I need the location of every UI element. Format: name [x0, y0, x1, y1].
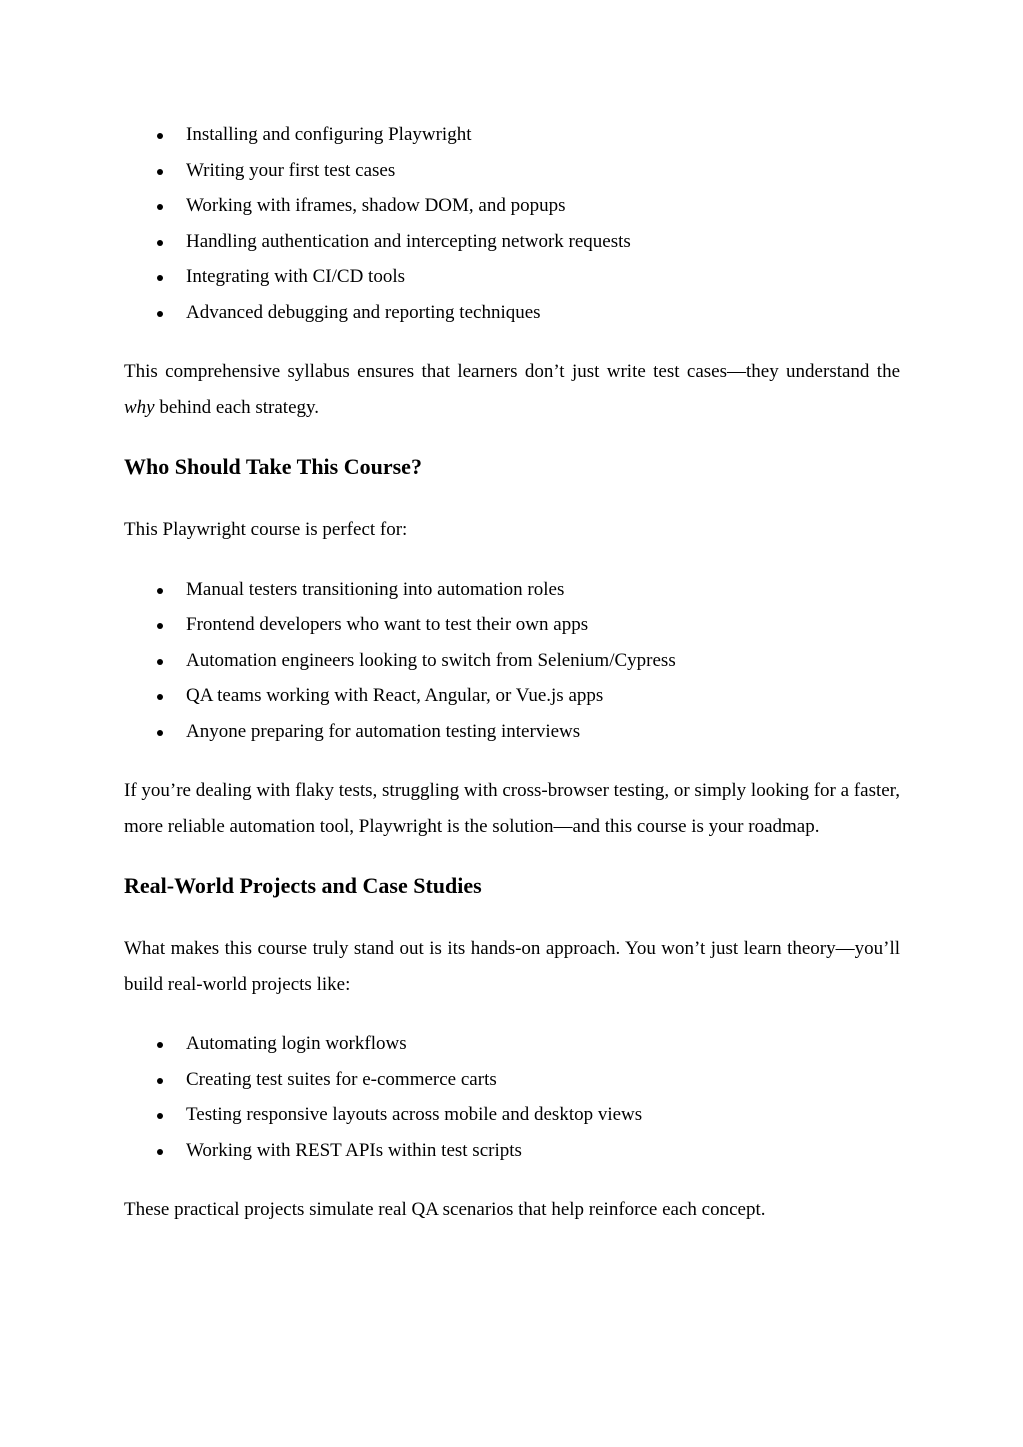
practical-projects-paragraph: These practical projects simulate real QA scenarios that help reinforce each concept.	[124, 1199, 766, 1220]
list-item	[124, 714, 900, 750]
list-item-text: Integrating with CI/CD tools	[186, 266, 406, 287]
audience-list	[124, 572, 900, 750]
bullet-icon	[157, 1042, 163, 1048]
bullet-icon	[157, 169, 163, 175]
list-item-text: Anyone preparing for automation testing interviews	[186, 720, 581, 742]
bullet-icon	[157, 1113, 163, 1119]
syllabus-text-end: behind each strategy.	[154, 396, 320, 418]
list-item	[124, 224, 900, 260]
bullet-icon	[157, 659, 163, 665]
bullet-icon	[157, 730, 163, 736]
list-item-text: Advanced debugging and reporting techniques	[186, 301, 541, 323]
list-item	[124, 117, 900, 153]
list-item	[124, 572, 900, 608]
list-item-text: Automation engineers looking to switch from Selenium/Cypress	[186, 649, 676, 671]
list-item	[124, 1097, 900, 1133]
flaky-tests-paragraph: If you’re dealing with flaky tests, struggling with cross-browser testing, or simply looking for a faster, more reliable automation tool, Playwright is the solution—and this course is your roadmap.	[124, 780, 900, 837]
list-item	[124, 295, 900, 331]
projects-list	[124, 1026, 900, 1168]
syllabus-emphasis: why	[124, 396, 155, 418]
document-page	[124, 117, 900, 1228]
hands-on-paragraph: What makes this course truly stand out is its hands-on approach. You won’t just learn theory—you’ll build real-world projects like:	[124, 938, 900, 995]
list-item	[124, 1026, 900, 1062]
list-item-text: Frontend developers who want to test their own apps	[186, 614, 589, 635]
bullet-icon	[157, 588, 163, 594]
list-item	[124, 607, 900, 643]
course-topics-list	[124, 117, 900, 330]
syllabus-paragraph	[124, 354, 900, 425]
list-item-text: Working with iframes, shadow DOM, and popups	[186, 195, 566, 216]
bullet-icon	[157, 694, 163, 700]
list-item	[124, 643, 900, 679]
list-item	[124, 1133, 900, 1169]
list-item-text: Handling authentication and intercepting network requests	[186, 230, 631, 252]
bullet-icon	[157, 1149, 163, 1155]
bullet-icon	[157, 133, 163, 139]
list-item-text: Installing and configuring Playwright	[186, 124, 472, 145]
list-item	[124, 153, 900, 189]
list-item	[124, 188, 900, 224]
list-item-text: Creating test suites for e-commerce carts	[186, 1068, 497, 1090]
list-item	[124, 259, 900, 295]
list-item-text: Automating login workflows	[186, 1033, 407, 1054]
list-item-text: QA teams working with React, Angular, or Vue.js apps	[186, 685, 604, 706]
list-item-text: Writing your first test cases	[186, 159, 396, 181]
list-item-text: Testing responsive layouts across mobile and desktop views	[186, 1104, 643, 1125]
section-heading-who: Who Should Take This Course?	[124, 454, 422, 479]
bullet-icon	[157, 311, 163, 317]
bullet-icon	[157, 204, 163, 210]
bullet-icon	[157, 240, 163, 246]
list-item	[124, 1062, 900, 1098]
bullet-icon	[157, 275, 163, 281]
perfect-for-paragraph: This Playwright course is perfect for:	[124, 519, 408, 540]
bullet-icon	[157, 1078, 163, 1084]
syllabus-text-start: This comprehensive syllabus ensures that learners don’t just write test cases—they understand the	[124, 361, 900, 382]
list-item-text: Working with REST APIs within test scripts	[186, 1139, 522, 1161]
list-item-text: Manual testers transitioning into automation roles	[186, 578, 565, 600]
list-item	[124, 678, 900, 714]
bullet-icon	[157, 623, 163, 629]
section-heading-projects: Real-World Projects and Case Studies	[124, 873, 482, 898]
